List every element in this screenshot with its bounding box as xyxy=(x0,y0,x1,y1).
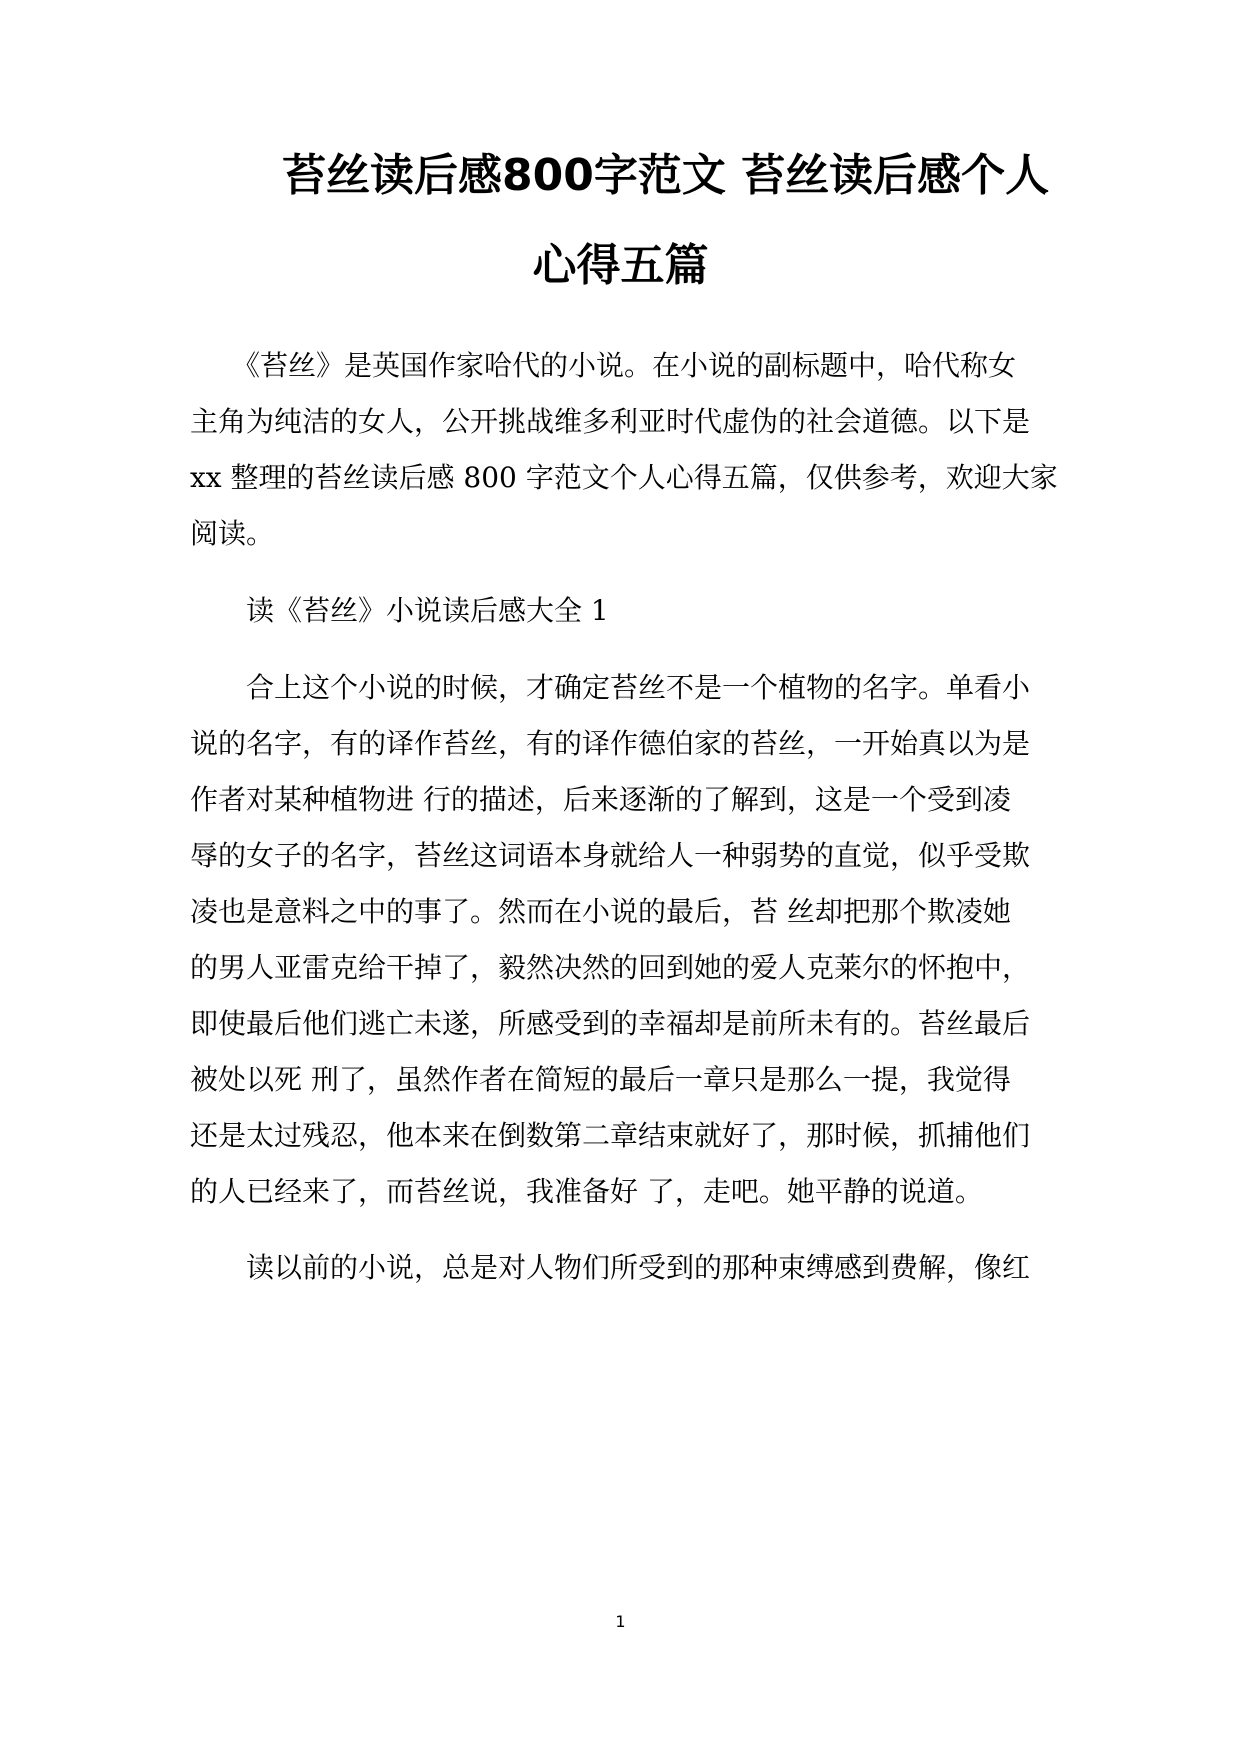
document-title-line-2 xyxy=(0,240,1241,292)
body-line: 被处以死 刑了，虽然作者在简短的最后一章只是那么一提，我觉得 xyxy=(190,1063,1011,1096)
body-line: 阅读。 xyxy=(190,517,275,550)
body-line: 说的名字，有的译作苔丝，有的译作德伯家的苔丝，一开始真以为是 xyxy=(190,727,1031,760)
document-title-line-1: 苔丝读后感800字范文 苔丝读后感个人 xyxy=(282,150,1050,201)
section-heading: 读《苔丝》小说读后感大全 1 xyxy=(190,594,609,627)
body-line: 的男人亚雷克给干掉了，毅然决然的回到她的爱人克莱尔的怀抱中， xyxy=(190,951,1031,984)
body-line: 即使最后他们逃亡未遂，所感受到的幸福却是前所未有的。苔丝最后 xyxy=(190,1007,1031,1040)
body-line: 辱的女子的名字，苔丝这词语本身就给人一种弱势的直觉，似乎受欺 xyxy=(190,839,1031,872)
body-line: 《苔丝》是英国作家哈代的小说。在小说的副标题中，哈代称女 xyxy=(190,349,1017,382)
body-line: 合上这个小说的时候，才确定苔丝不是一个植物的名字。单看小 xyxy=(190,671,1031,704)
body-line: 作者对某种植物进 行的描述，后来逐渐的了解到，这是一个受到凌 xyxy=(190,783,1011,816)
document-title-line-2-text: 心得五篇 xyxy=(532,240,709,291)
body-line: 还是太过残忍，他本来在倒数第二章结束就好了，那时候，抓捕他们 xyxy=(190,1119,1031,1152)
body-line: 主角为纯洁的女人，公开挑战维多利亚时代虚伪的社会道德。以下是 xyxy=(190,405,1031,438)
body-line: xx 整理的苔丝读后感 800 字范文个人心得五篇，仅供参考，欢迎大家 xyxy=(190,461,1058,494)
body-line: 凌也是意料之中的事了。然而在小说的最后，苔 丝却把那个欺凌她 xyxy=(190,895,1011,928)
page-number: 1 xyxy=(615,1612,626,1631)
body-line: 读以前的小说，总是对人物们所受到的那种束缚感到费解，像红 xyxy=(190,1251,1031,1284)
body-line: 的人已经来了，而苔丝说，我准备好 了，走吧。她平静的说道。 xyxy=(190,1175,983,1208)
